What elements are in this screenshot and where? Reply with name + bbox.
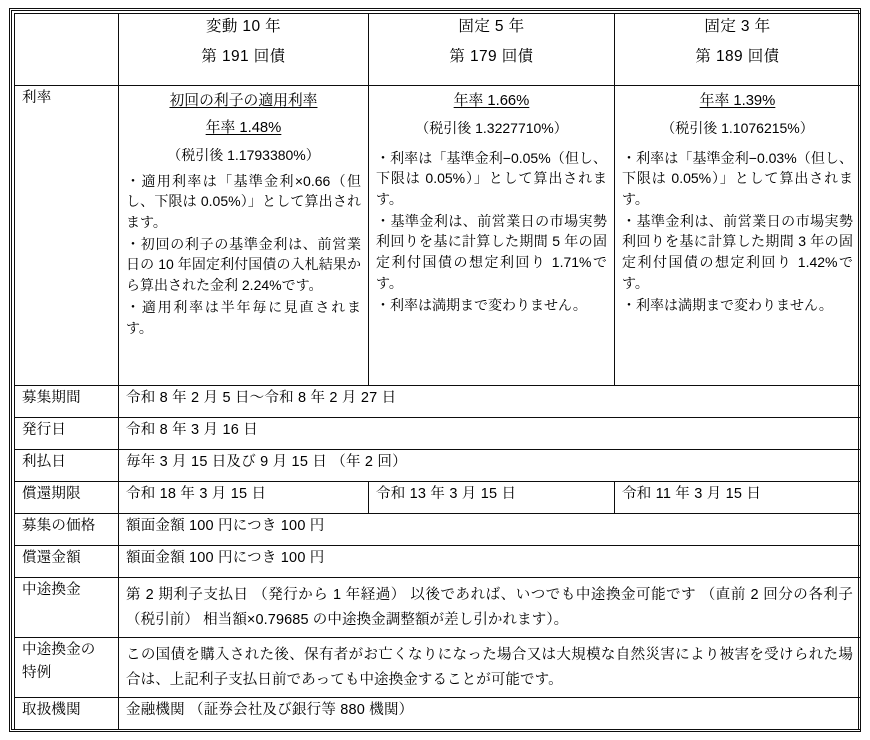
- value-early-redemption-exception: [119, 637, 861, 697]
- row-label-exception-line-1: 中途換金の: [22, 641, 96, 658]
- value-interest-payment-date: 毎年 3 月 15 日及び 9 月 15 日 （年 2 回）: [119, 450, 861, 482]
- header-corner-cell: [15, 14, 119, 86]
- rate-cell-col-1: [119, 86, 369, 386]
- rate-col-3-rate: 年率 1.39%: [699, 93, 776, 109]
- row-label-offer-price: 募集の価格: [15, 514, 119, 546]
- rate-col-1-rate: 年率 1.48%: [205, 119, 282, 136]
- row-label-exception-line-2: 特例: [22, 665, 52, 682]
- row-label-issue-date: 発行日: [15, 418, 119, 450]
- row-label-offer-period: 募集期間: [15, 386, 119, 418]
- rate-col-1-after-tax: （税引後 1.1793380%）: [167, 146, 320, 163]
- row-redemption-amount: [15, 546, 861, 578]
- rate-col-2-note-3: ・利率は満期まで変わりません。: [376, 296, 587, 313]
- early-redemption-exception-text: この国債を購入された後、保有者がお亡くなりになった場合又は大規模な自然災害により被害を受けられた場合は、上記利子支払日前であっても中途換金することが可能です。: [126, 646, 853, 688]
- row-label-early-redemption-exception: [15, 637, 119, 697]
- value-maturity-col-1: 令和 18 年 3 月 15 日: [119, 482, 369, 514]
- header-col-3-issue: 第 189 回債: [695, 47, 780, 65]
- header-col-1: [119, 14, 369, 86]
- rate-col-1-heading: 初回の利子の適用利率: [169, 93, 318, 109]
- row-label-interest-payment-date: 利払日: [15, 450, 119, 482]
- value-maturity-col-3: 令和 11 年 3 月 15 日: [615, 482, 861, 514]
- header-col-2-term: 固定 5 年: [458, 18, 525, 35]
- value-redemption-amount: 額面金額 100 円につき 100 円: [119, 546, 861, 578]
- row-label-rate: 利率: [15, 86, 119, 386]
- row-offer-period: [15, 386, 861, 418]
- rate-col-3-note-3: ・利率は満期まで変わりません。: [622, 296, 833, 313]
- row-maturity: [15, 482, 861, 514]
- row-label-maturity: 償還期限: [15, 482, 119, 514]
- row-label-redemption-amount: 償還金額: [15, 546, 119, 578]
- row-early-redemption: [15, 578, 861, 638]
- header-col-1-term: 変動 10 年: [205, 18, 282, 35]
- row-issue-date: [15, 418, 861, 450]
- header-col-2-issue: 第 179 回債: [449, 47, 534, 65]
- header-col-3-term: 固定 3 年: [704, 18, 771, 35]
- row-rate: [15, 86, 861, 386]
- value-issue-date: 令和 8 年 3 月 16 日: [119, 418, 861, 450]
- rate-col-1-note-2: ・初回の利子の基準金利は、前営業日の 10 年固定利付国債の入札結果から算出された金利 2.24%です。: [126, 235, 361, 294]
- rate-col-3-note-2: ・基準金利は、前営業日の市場実勢利回りを基に計算した期間 3 年の固定利付国債の想定利回り 1.42%です。: [622, 212, 853, 291]
- header-col-3: [615, 14, 861, 86]
- row-interest-payment-date: [15, 450, 861, 482]
- row-handling-institutions: [15, 697, 861, 729]
- bond-conditions-table: [14, 13, 861, 730]
- rate-col-3-note-1: ・利率は「基準金利−0.03%（但し、下限は 0.05%）」として算出されます。: [622, 149, 853, 208]
- rate-col-3-after-tax: （税引後 1.1076215%）: [661, 119, 814, 136]
- value-early-redemption: [119, 578, 861, 638]
- rate-cell-col-3: [615, 86, 861, 386]
- row-label-early-redemption: 中途換金: [15, 578, 119, 638]
- value-offer-price: 額面金額 100 円につき 100 円: [119, 514, 861, 546]
- rate-cell-col-2: [369, 86, 615, 386]
- header-col-2: [369, 14, 615, 86]
- rate-col-2-note-1: ・利率は「基準金利−0.05%（但し、下限は 0.05%）」として算出されます。: [376, 149, 607, 208]
- rate-col-2-after-tax: （税引後 1.3227710%）: [415, 119, 568, 136]
- value-handling-institutions: 金融機関 （証券会社及び銀行等 880 機関）: [119, 697, 861, 729]
- rate-col-2-note-2: ・基準金利は、前営業日の市場実勢利回りを基に計算した期間 5 年の固定利付国債の想定利回り 1.71%です。: [376, 212, 607, 291]
- value-maturity-col-2: 令和 13 年 3 月 15 日: [369, 482, 615, 514]
- table-header-row: [15, 14, 861, 86]
- row-offer-price: [15, 514, 861, 546]
- value-offer-period: 令和 8 年 2 月 5 日〜令和 8 年 2 月 27 日: [119, 386, 861, 418]
- rate-col-1-note-1: ・適用利率は「基準金利×0.66（但し、下限は 0.05%）」として算出されます。: [126, 172, 361, 230]
- rate-col-2-rate: 年率 1.66%: [453, 93, 530, 109]
- table-frame: [9, 8, 861, 732]
- early-redemption-text: 第 2 期利子支払日 （発行から 1 年経過） 以後であれば、いつでも中途換金可能です （直前 2 回分の各利子 （税引前） 相当額×0.79685 の中途換金調整額が差し引かれます）。: [126, 587, 853, 628]
- row-early-redemption-exception: [15, 637, 861, 697]
- header-col-1-issue: 第 191 回債: [201, 47, 286, 65]
- row-label-handling-institutions: 取扱機関: [15, 697, 119, 729]
- rate-col-1-note-3: ・適用利率は半年毎に見直されます。: [126, 298, 361, 336]
